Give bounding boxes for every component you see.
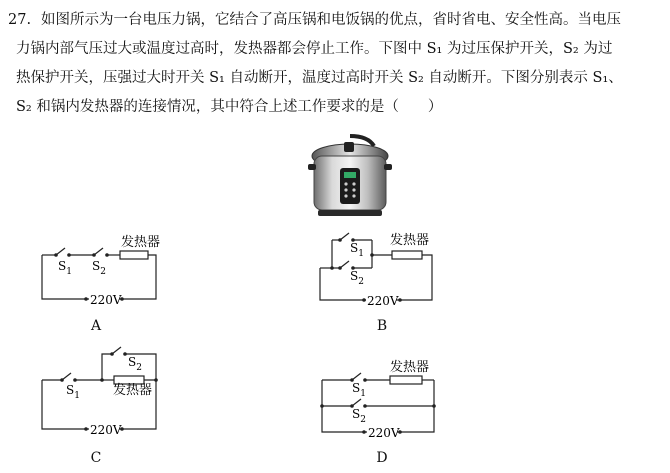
question-text-line-3: 热保护开关，压强过大时开关 S₁ 自动断开，温度过高时开关 S₂ 自动断开。下图分别表示 S₁、 [16, 70, 623, 86]
heater-label: 发热器 [121, 235, 161, 250]
question-text-line-1: 如图所示为一台电压力锅，它结合了高压锅和电饭锅的优点，省时省电、安全性高。当电压 [41, 12, 621, 28]
question-text-line-2: 力锅内部气压过大或温度过高时，发热器都会停止工作。下图中 S₁ 为过压保护开关，S₂ 为过 [16, 41, 613, 57]
option-a-label: A [90, 318, 102, 334]
option-b-label: B [376, 318, 388, 334]
voltage-label: 220V [368, 426, 400, 440]
question-number: 27. [8, 12, 32, 28]
option-d-label: D [376, 450, 388, 466]
switch-s2-label: $S_2$ [352, 407, 366, 425]
option-c-label: C [90, 450, 102, 466]
switch-s1-label: $S_1$ [350, 241, 364, 259]
switch-s1-label: $S_1$ [66, 383, 80, 401]
heater-label: 发热器 [390, 233, 430, 248]
circuit-a [36, 228, 166, 312]
circuit-d [314, 352, 444, 442]
switch-s2-label: $S_2$ [350, 269, 364, 287]
voltage-label: 220V [367, 294, 399, 308]
pressure-cooker-image [304, 130, 396, 222]
switch-s2-label: $S_2$ [128, 355, 142, 373]
switch-s1-label: $S_1$ [352, 381, 366, 399]
circuit-b [314, 222, 444, 314]
switch-s2-label: $S_2$ [92, 259, 106, 277]
question-text-line-4: S₂ 和锅内发热器的连接情况，其中符合上述工作要求的是（ ） [16, 99, 443, 115]
voltage-label: 220V [90, 293, 122, 307]
voltage-label: 220V [90, 423, 122, 437]
heater-label: 发热器 [113, 383, 153, 398]
switch-s1-label: $S_1$ [58, 259, 72, 277]
heater-label: 发热器 [390, 360, 430, 375]
circuit-c [36, 344, 170, 440]
